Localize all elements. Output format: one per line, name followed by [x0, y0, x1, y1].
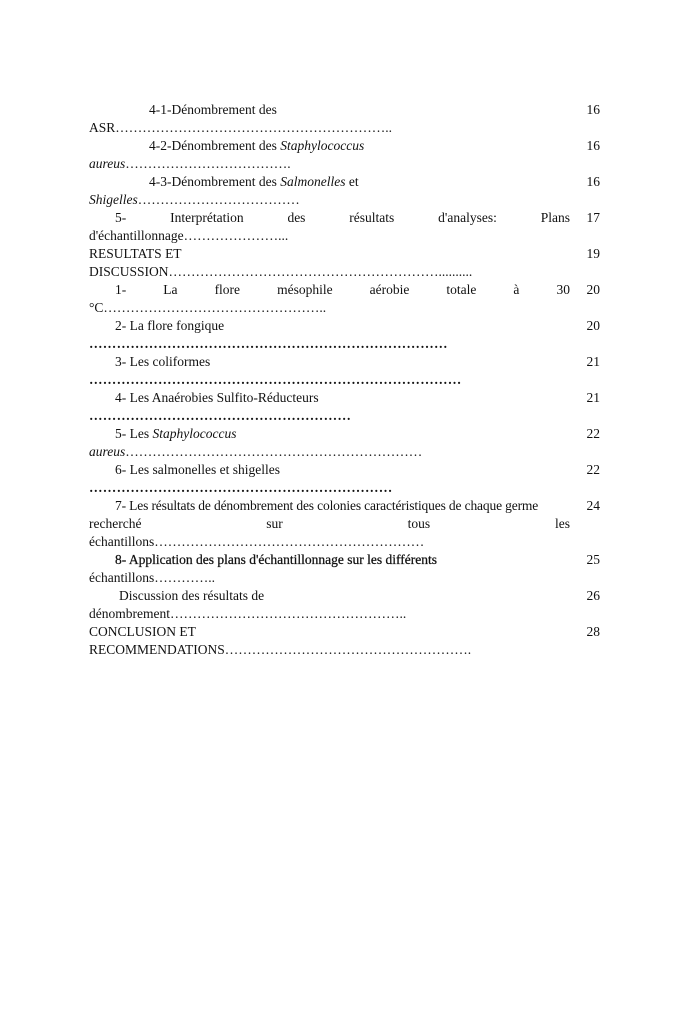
toc-entry-4-2[interactable] — [89, 137, 600, 173]
toc-entry-title: 1- La flore mésophile aérobie totale à 30 — [115, 282, 570, 297]
toc-entry-continuation: échantillons…………………………………………………… — [89, 534, 425, 549]
toc-entry-continuation: échantillons………….. — [89, 570, 215, 585]
toc-entry-continuation: recherché sur tous les — [89, 516, 570, 531]
toc-page-number: 16 — [586, 102, 600, 117]
leader-dots: …………………………………………….. — [169, 606, 407, 621]
toc-entry-title: 6- Les salmonelles et shigelles — [115, 462, 280, 477]
leader-dots: …………………... — [183, 228, 289, 243]
toc-page-number: 28 — [586, 624, 600, 639]
toc-entry-title: 4-2-Dénombrement des Staphylococcus — [149, 138, 365, 153]
toc-entry-title: 3- Les coliformes — [115, 354, 211, 369]
leader-dots: ……………………………………………………………………… — [89, 372, 462, 387]
toc-page-number: 26 — [586, 588, 600, 603]
toc-entry-title: 5- Les Staphylococcus — [115, 426, 237, 441]
toc-entry-title: 2- La flore fongique — [115, 318, 225, 333]
toc-entry-flore-mesophile[interactable] — [89, 281, 600, 317]
toc-entry-continuation: DISCUSSION…………………………………………………….......... — [89, 264, 473, 279]
toc-page-number: 21 — [586, 354, 600, 369]
leader-dots: …………………………………………………….. — [115, 120, 393, 135]
toc-page-number: 24 — [586, 498, 600, 513]
toc-entry-application-plans[interactable] — [89, 551, 600, 587]
toc-entry-salmonelles-shigelles[interactable] — [89, 461, 600, 497]
toc-page-number: 20 — [586, 282, 600, 297]
toc-entry-continuation: Shigelles……………………………… — [89, 192, 300, 207]
toc-page-number: 19 — [586, 246, 600, 261]
toc-page-number: 22 — [586, 462, 600, 477]
toc-entry-title: 4-1-Dénombrement des — [149, 102, 277, 117]
toc-page-number: 16 — [586, 138, 600, 153]
toc-entry-4-1[interactable] — [89, 101, 600, 137]
toc-entry-resultats-discussion[interactable] — [89, 245, 600, 281]
toc-entry-5[interactable] — [89, 209, 600, 245]
leader-dots: ………………………………………………………… — [125, 444, 423, 459]
toc-entry-title: 8- Application des plans d'échantillonnage sur les différents — [115, 552, 437, 567]
toc-entry-title: 5- Interprétation des résultats d'analyses: Plans — [115, 210, 570, 225]
toc-entry-continuation: RECOMMENDATIONS………………………………………………. — [89, 642, 472, 657]
toc-entry-4-3[interactable] — [89, 173, 600, 209]
toc-entry-discussion[interactable] — [89, 587, 600, 623]
leader-dots: ………………………………………………. — [224, 642, 472, 657]
leader-dots: ………………………………. — [125, 156, 291, 171]
toc-page-number: 17 — [586, 210, 600, 225]
toc-page-number: 25 — [586, 552, 600, 567]
toc-page-number: 22 — [586, 426, 600, 441]
toc-entry-title: 4- Les Anaérobies Sulfito-Réducteurs — [115, 390, 319, 405]
toc-entry-title: RESULTATS ET — [89, 246, 182, 261]
leader-dots: …………………………………………………….......... — [168, 264, 473, 279]
leader-dots: ………….. — [154, 570, 215, 585]
toc-entry-title: CONCLUSION ET — [89, 624, 196, 639]
toc-entry-resultats-denombrement[interactable] — [89, 497, 600, 551]
toc-entry-continuation: aureus………………………………………………………… — [89, 444, 423, 459]
toc-entry-flore-fongique[interactable] — [89, 317, 600, 353]
toc-entry-continuation: d'échantillonnage…………………... — [89, 228, 289, 243]
leader-dots: ……………………………… — [137, 192, 300, 207]
toc-entry-continuation: ASR…………………………………………………….. — [89, 120, 393, 135]
toc-entry-coliformes[interactable] — [89, 353, 600, 389]
toc-entry-continuation: dénombrement…………………………………………….. — [89, 606, 407, 621]
leader-dots: ………………………………………….. — [103, 300, 327, 315]
table-of-contents — [89, 101, 600, 659]
toc-page-number: 16 — [586, 174, 600, 189]
toc-entry-title: 7- Les résultats de dénombrement des colonies caractéristiques de chaque germe — [115, 498, 539, 513]
toc-entry-title: Discussion des résultats de — [119, 588, 265, 603]
toc-entry-conclusion[interactable] — [89, 623, 600, 659]
leader-dots: ………………………………………………………… — [89, 480, 393, 495]
leader-dots: ………………………………………………… — [89, 408, 352, 423]
toc-page-number: 20 — [586, 318, 600, 333]
toc-entry-continuation: °C………………………………………….. — [89, 300, 327, 315]
toc-entry-anaerobies[interactable] — [89, 389, 600, 425]
leader-dots: …………………………………………………… — [154, 534, 425, 549]
leader-dots: …………………………………………………………………… — [89, 336, 448, 351]
toc-entry-staphylococcus[interactable] — [89, 425, 600, 461]
toc-entry-continuation: aureus………………………………. — [89, 156, 291, 171]
toc-page-number: 21 — [586, 390, 600, 405]
toc-entry-title: 4-3-Dénombrement des Salmonelles et — [149, 174, 359, 189]
